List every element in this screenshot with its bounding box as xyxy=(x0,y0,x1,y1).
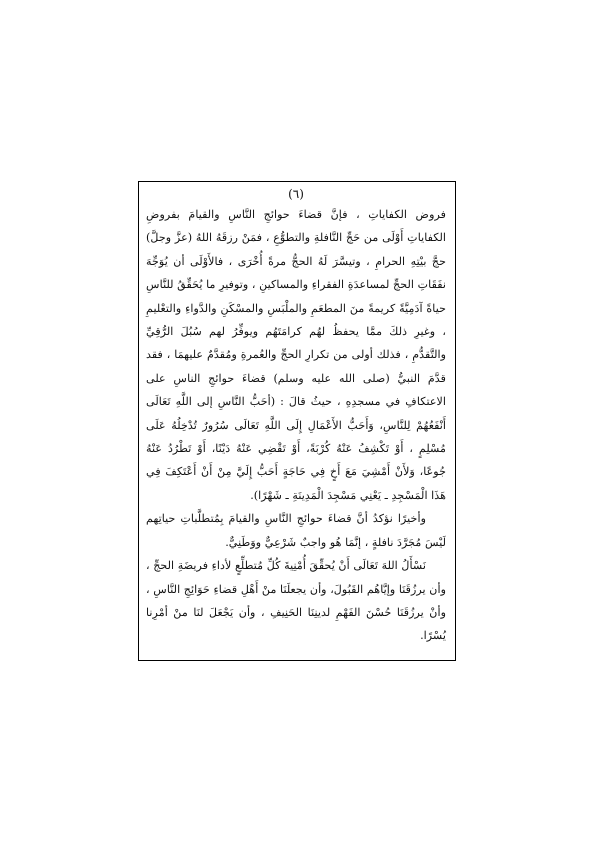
body-text xyxy=(146,203,446,648)
paragraph-2: وأخيرًا نؤكدُ أنَّ قضاءَ حوائجِ النَّاسِ والقيامَ بِمُتطلَّباتِ حياتِهم لَيْسَ مُجَرَّدَ نافلةٍ ، إنَّمَا هُو واجبٌ شَرْعِيٌّ ووَطَنِيٌّ. xyxy=(146,512,446,549)
page-frame xyxy=(138,181,456,661)
paragraph-1: فروض الكفاياتِ ، فإنَّ قضاءَ حوائجِ النَّاسِ والقيامَ بفروضِ الكفاياتِ أَوْلَى من حَجِّ النَّافلةِ والتطوُّعِ ، فمَنْ رزقَهُ اللهُ (عزَّ وجلَّ) حجَّ بيْتِهِ الحرامِ ، وتيسَّرَ لَهُ الحجُّ مرةً أُخْرَى ، فالأَوْلَى أن يُوَجِّهَ نفَقَاتِ الحجِّ لمساعدَةِ الفقراءِ والمساكينِ ، وتوفيرِ ما يُحَقِّقُ للنَّاسِ حياةً آدَمِيَّةً كريمةً منَ المطعَمِ والملْبَسِ والمسْكَنِ والدَّواءِ والتعْليمِ ، وغيرِ ذلكَ ممَّا يحفظُ لهُم كرامَتَهُم ويوفِّرُ لهم سُبُلَ الرُّقِيِّ والتَّقدُّمِ ، فذلك أولى من تكرارِ الحجِّ والعُمرةِ ومُقدَّمٌ عليهمَا ، فقد قدَّمَ النبيُّ (صلى الله عليه وسلم) قضاءَ حوائجِ الناسِ على الاعتكافِ في مسجدِهِ ، حيثُ قالَ : (أحَبُّ النَّاسِ إلى اللَّهِ تَعَالَى أَنْفَعُهُمْ لِلنَّاسِ، وَأَحَبُّ الأَعْمَالِ إِلَى اللَّهِ تَعَالَى سُرُورٌ تُدْخِلُهُ عَلَى مُسْلِمٍ ، أَوْ تَكْشِفُ عَنْهُ كُرْبَةً، أَوْ تَقْضِي عَنْهُ دَيْنًا، أَوْ تَطْرُدُ عَنْهُ جُوعًا، وَلأَنْ أَمْشِيَ مَعَ أَخٍ فِي حَاجَةٍ أَحَبُّ إِلَيَّ مِنْ أَنْ أَعْتَكِفَ فِي هَذَا الْمَسْجِدِ ـ يَعْنِي مَسْجِدَ الْمَدِينَةِ ـ شَهْرًا). xyxy=(146,208,446,502)
paragraph-3: نَسْأَلُ اللهَ تَعَالَى أَنْ يُحقِّقَ أُمْنِيةَ كُلِّ مُتطلِّعٍ لأداءِ فريضَةِ الحجِّ ، وأن يرزُقَنَا وإيَّاهُم القَبُولَ، وأن يجعلَنَا منْ أَهْلِ قضاءِ حَوَائِجِ النَّاسِ ، وأنْ يرزُقَنَا حُسْنَ الفَهْمِ لدينِنَا الحَنِيفِ ، وأن يَجْعَلَ لنَا منْ أمْرِنا يُسْرًا. xyxy=(146,559,446,643)
page-number: (٦) xyxy=(288,187,304,201)
